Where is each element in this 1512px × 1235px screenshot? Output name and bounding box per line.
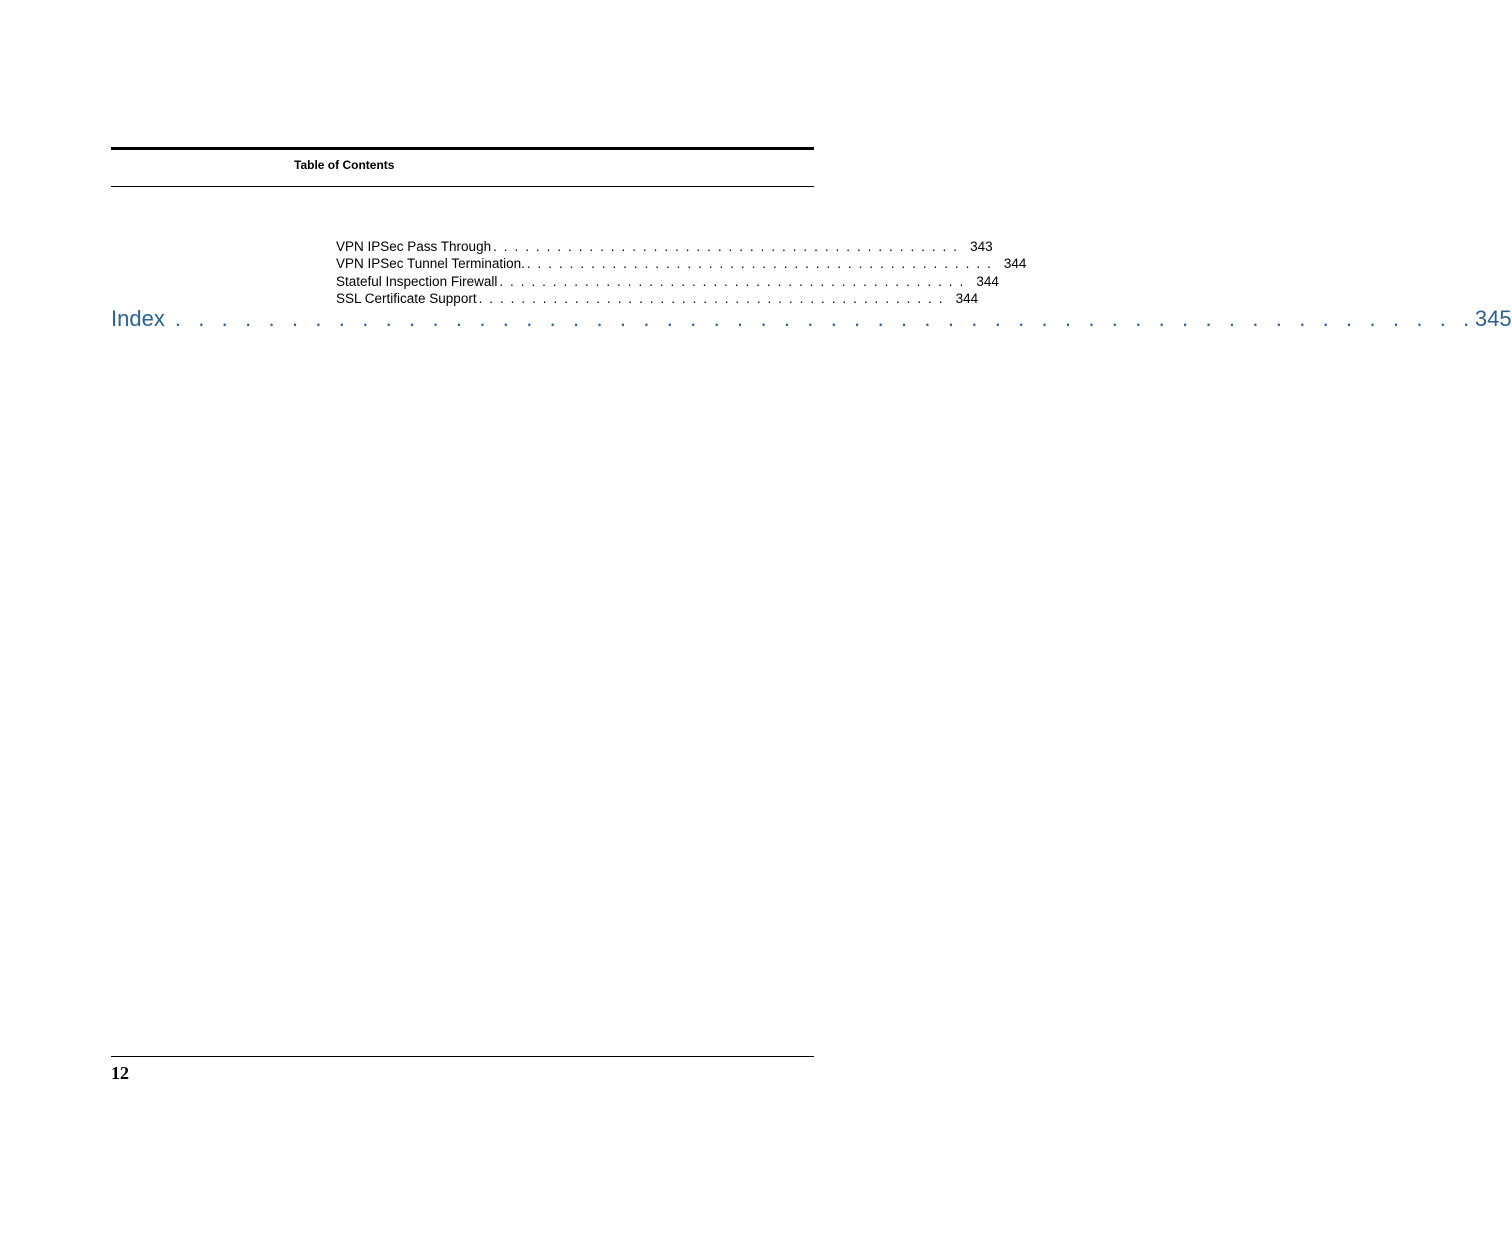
toc-entry-list xyxy=(336,238,1027,307)
index-dot-leader: . . . . . . . . . . . . . . . . . . . . . . . . . . . . . . . . . . . . . . . . . . . . . . . . . . . . . . . . xyxy=(174,306,1475,331)
toc-dot-leader: . . . . . . . . . . . . . . . . . . . . . . . . . . . . . . . . . . . . . . . . . . . . xyxy=(493,239,959,254)
toc-entry-title: VPN IPSec Tunnel Termination. xyxy=(336,256,525,272)
toc-entry-title: VPN IPSec Pass Through xyxy=(336,239,492,254)
toc-dot-leader: . . . . . . . . . . . . . . . . . . . . . . . . . . . . . . . . . . . . . . . . . . . . xyxy=(478,290,945,306)
toc-entry[interactable] xyxy=(336,255,1027,272)
toc-entry-title: SSL Certificate Support xyxy=(336,290,477,306)
header-rule-thick xyxy=(111,147,814,150)
toc-entry-page: 344 xyxy=(976,273,999,289)
toc-entry[interactable] xyxy=(336,273,999,290)
toc-entry-title: Stateful Inspection Firewall xyxy=(336,273,498,289)
toc-entry-page: 344 xyxy=(1003,256,1027,272)
toc-entry-page: 343 xyxy=(970,239,993,254)
index-page-number: 345 xyxy=(1474,306,1512,331)
footer-page-number: 12 xyxy=(111,1063,129,1083)
index-title: Index xyxy=(111,306,165,331)
toc-index-entry[interactable] xyxy=(111,304,1512,334)
toc-dot-leader: . . . . . . . . . . . . . . . . . . . . . . . . . . . . . . . . . . . . . . . . . . . . xyxy=(499,273,965,289)
toc-entry[interactable] xyxy=(336,238,993,255)
running-head: Table of Contents xyxy=(294,158,395,172)
header-rule-thin xyxy=(111,186,814,187)
footer-rule xyxy=(111,1056,814,1057)
toc-dot-leader: . . . . . . . . . . . . . . . . . . . . . . . . . . . . . . . . . . . . . . . . . . . . xyxy=(526,256,993,272)
toc-entry-page: 344 xyxy=(955,290,979,306)
